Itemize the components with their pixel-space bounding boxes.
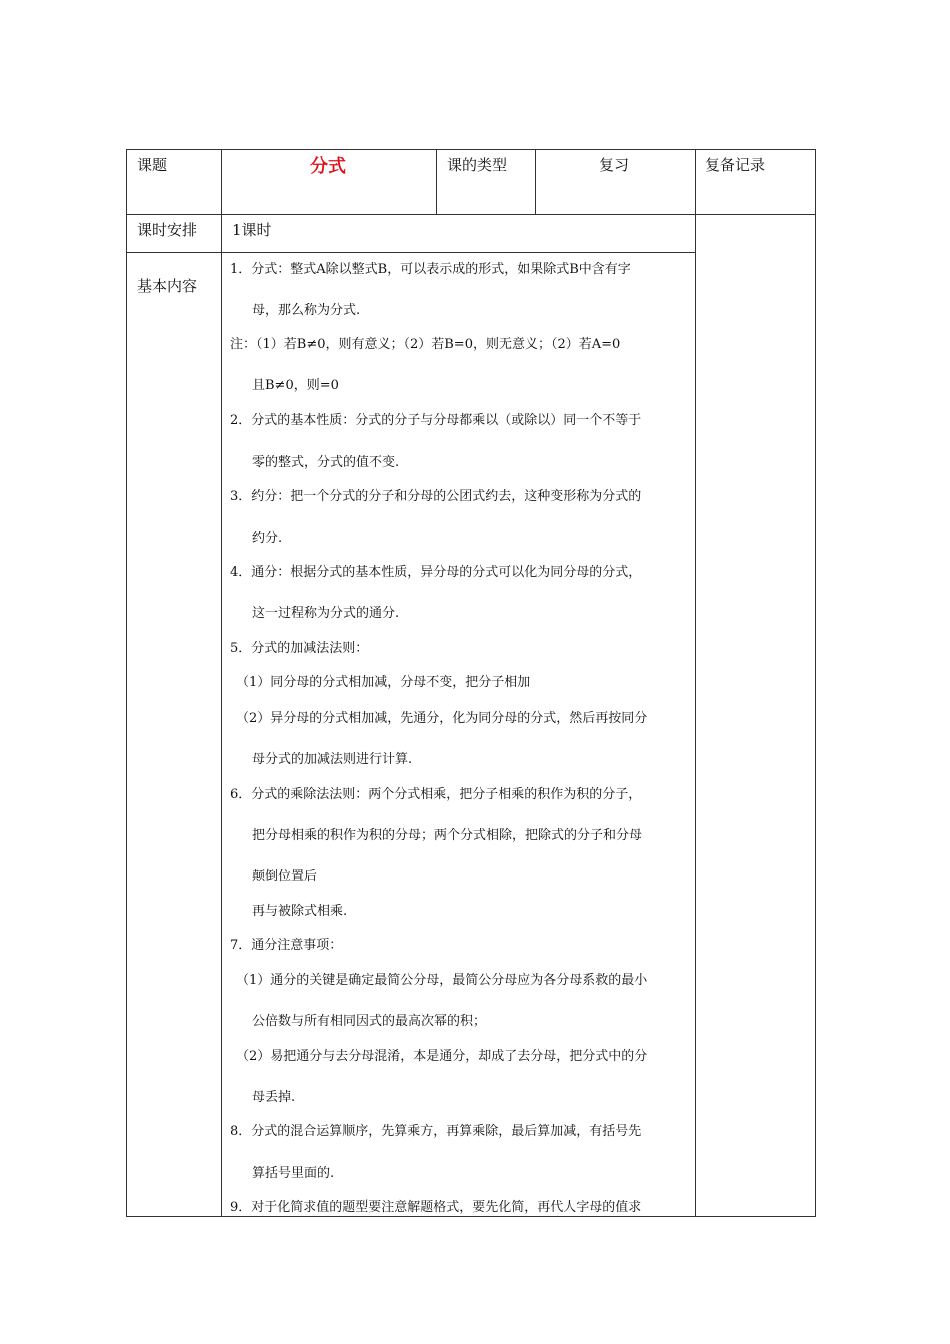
header-row-bottom [126, 214, 816, 215]
content-line: 2．分式的基本性质：分式的分子与分母都乘以（或除以）同一个不等于 [230, 413, 642, 428]
content-line: 7．通分注意事项： [230, 938, 343, 953]
schedule-value: 1课时 [232, 221, 272, 239]
content-line: 公倍数与所有相同因式的最高次幂的积； [252, 1014, 487, 1029]
content-line: 母丢掉. [252, 1090, 296, 1105]
content-line: 零的整式，分式的值不变. [252, 455, 400, 470]
content-line: 约分. [252, 531, 283, 546]
content-line: 5．分式的加减法法则： [230, 641, 369, 656]
content-line: （2）易把通分与去分母混淆，本是通分，却成了去分母，把分式中的分 [236, 1049, 648, 1064]
page-title: 分式 [310, 156, 346, 177]
content-line: 这一过程称为分式的通分. [252, 606, 400, 621]
table-border-bottom [126, 1216, 816, 1217]
table-border-left [126, 149, 127, 1217]
content-line: （2）异分母的分式相加减，先通分，化为同分母的分式，然后再按同分 [236, 711, 648, 726]
content-line: 且B≠0，则=0 [252, 378, 339, 393]
content-line: 8．分式的混合运算顺序，先算乘方，再算乘除，最后算加减，有括号先 [230, 1124, 642, 1139]
schedule-row-bottom [126, 252, 696, 253]
content-line: 1．分式：整式A除以整式B，可以表示成的形式，如果除式B中含有字 [230, 262, 631, 277]
content-line: 再与被除式相乘. [252, 904, 348, 919]
content-line: 6．分式的乘除法法则：两个分式相乘，把分子相乘的积作为积的分子， [230, 787, 642, 802]
content-line: 把分母相乘的积作为积的分母；两个分式相除，把除式的分子和分母 [252, 828, 643, 843]
label-column-divider [221, 149, 222, 1217]
table-border-right [815, 149, 816, 1217]
content-line: 母分式的加减法则进行计算. [252, 752, 413, 767]
content-line: （1）通分的关键是确定最简公分母，最简公分母应为各分母系救的最小 [236, 973, 648, 988]
schedule-label: 课时安排 [137, 221, 198, 239]
content-label: 基本内容 [137, 277, 198, 295]
review-notes-label: 复备记录 [705, 156, 766, 174]
content-line: 9．对于化简求值的题型要注意解题格式，要先化简，再代人字母的值求 [230, 1200, 642, 1215]
content-line: 4．通分：根据分式的基本性质，异分母的分式可以化为同分母的分式， [230, 565, 642, 580]
lesson-type-label: 课的类型 [447, 156, 508, 174]
content-line: 母，那么称为分式. [252, 303, 361, 318]
content-line: 3．约分：把一个分式的分子和分母的公团式约去，这种变形称为分式的 [230, 489, 642, 504]
lesson-type-value: 复习 [599, 156, 630, 174]
content-line: 颠倒位置后 [252, 869, 318, 884]
notes-column-divider [695, 149, 696, 1217]
content-line: （1）同分母的分式相加减，分母不变，把分子相加 [236, 675, 531, 690]
title-type-divider [436, 149, 437, 215]
topic-label: 课题 [137, 156, 168, 174]
content-line: 注：（1）若B≠0，则有意义；（2）若B=0，则无意义；（2）若A=0 [230, 337, 621, 352]
type-value-divider [535, 149, 536, 215]
table-border-top [126, 149, 816, 150]
content-line: 算括号里面的. [252, 1166, 335, 1181]
